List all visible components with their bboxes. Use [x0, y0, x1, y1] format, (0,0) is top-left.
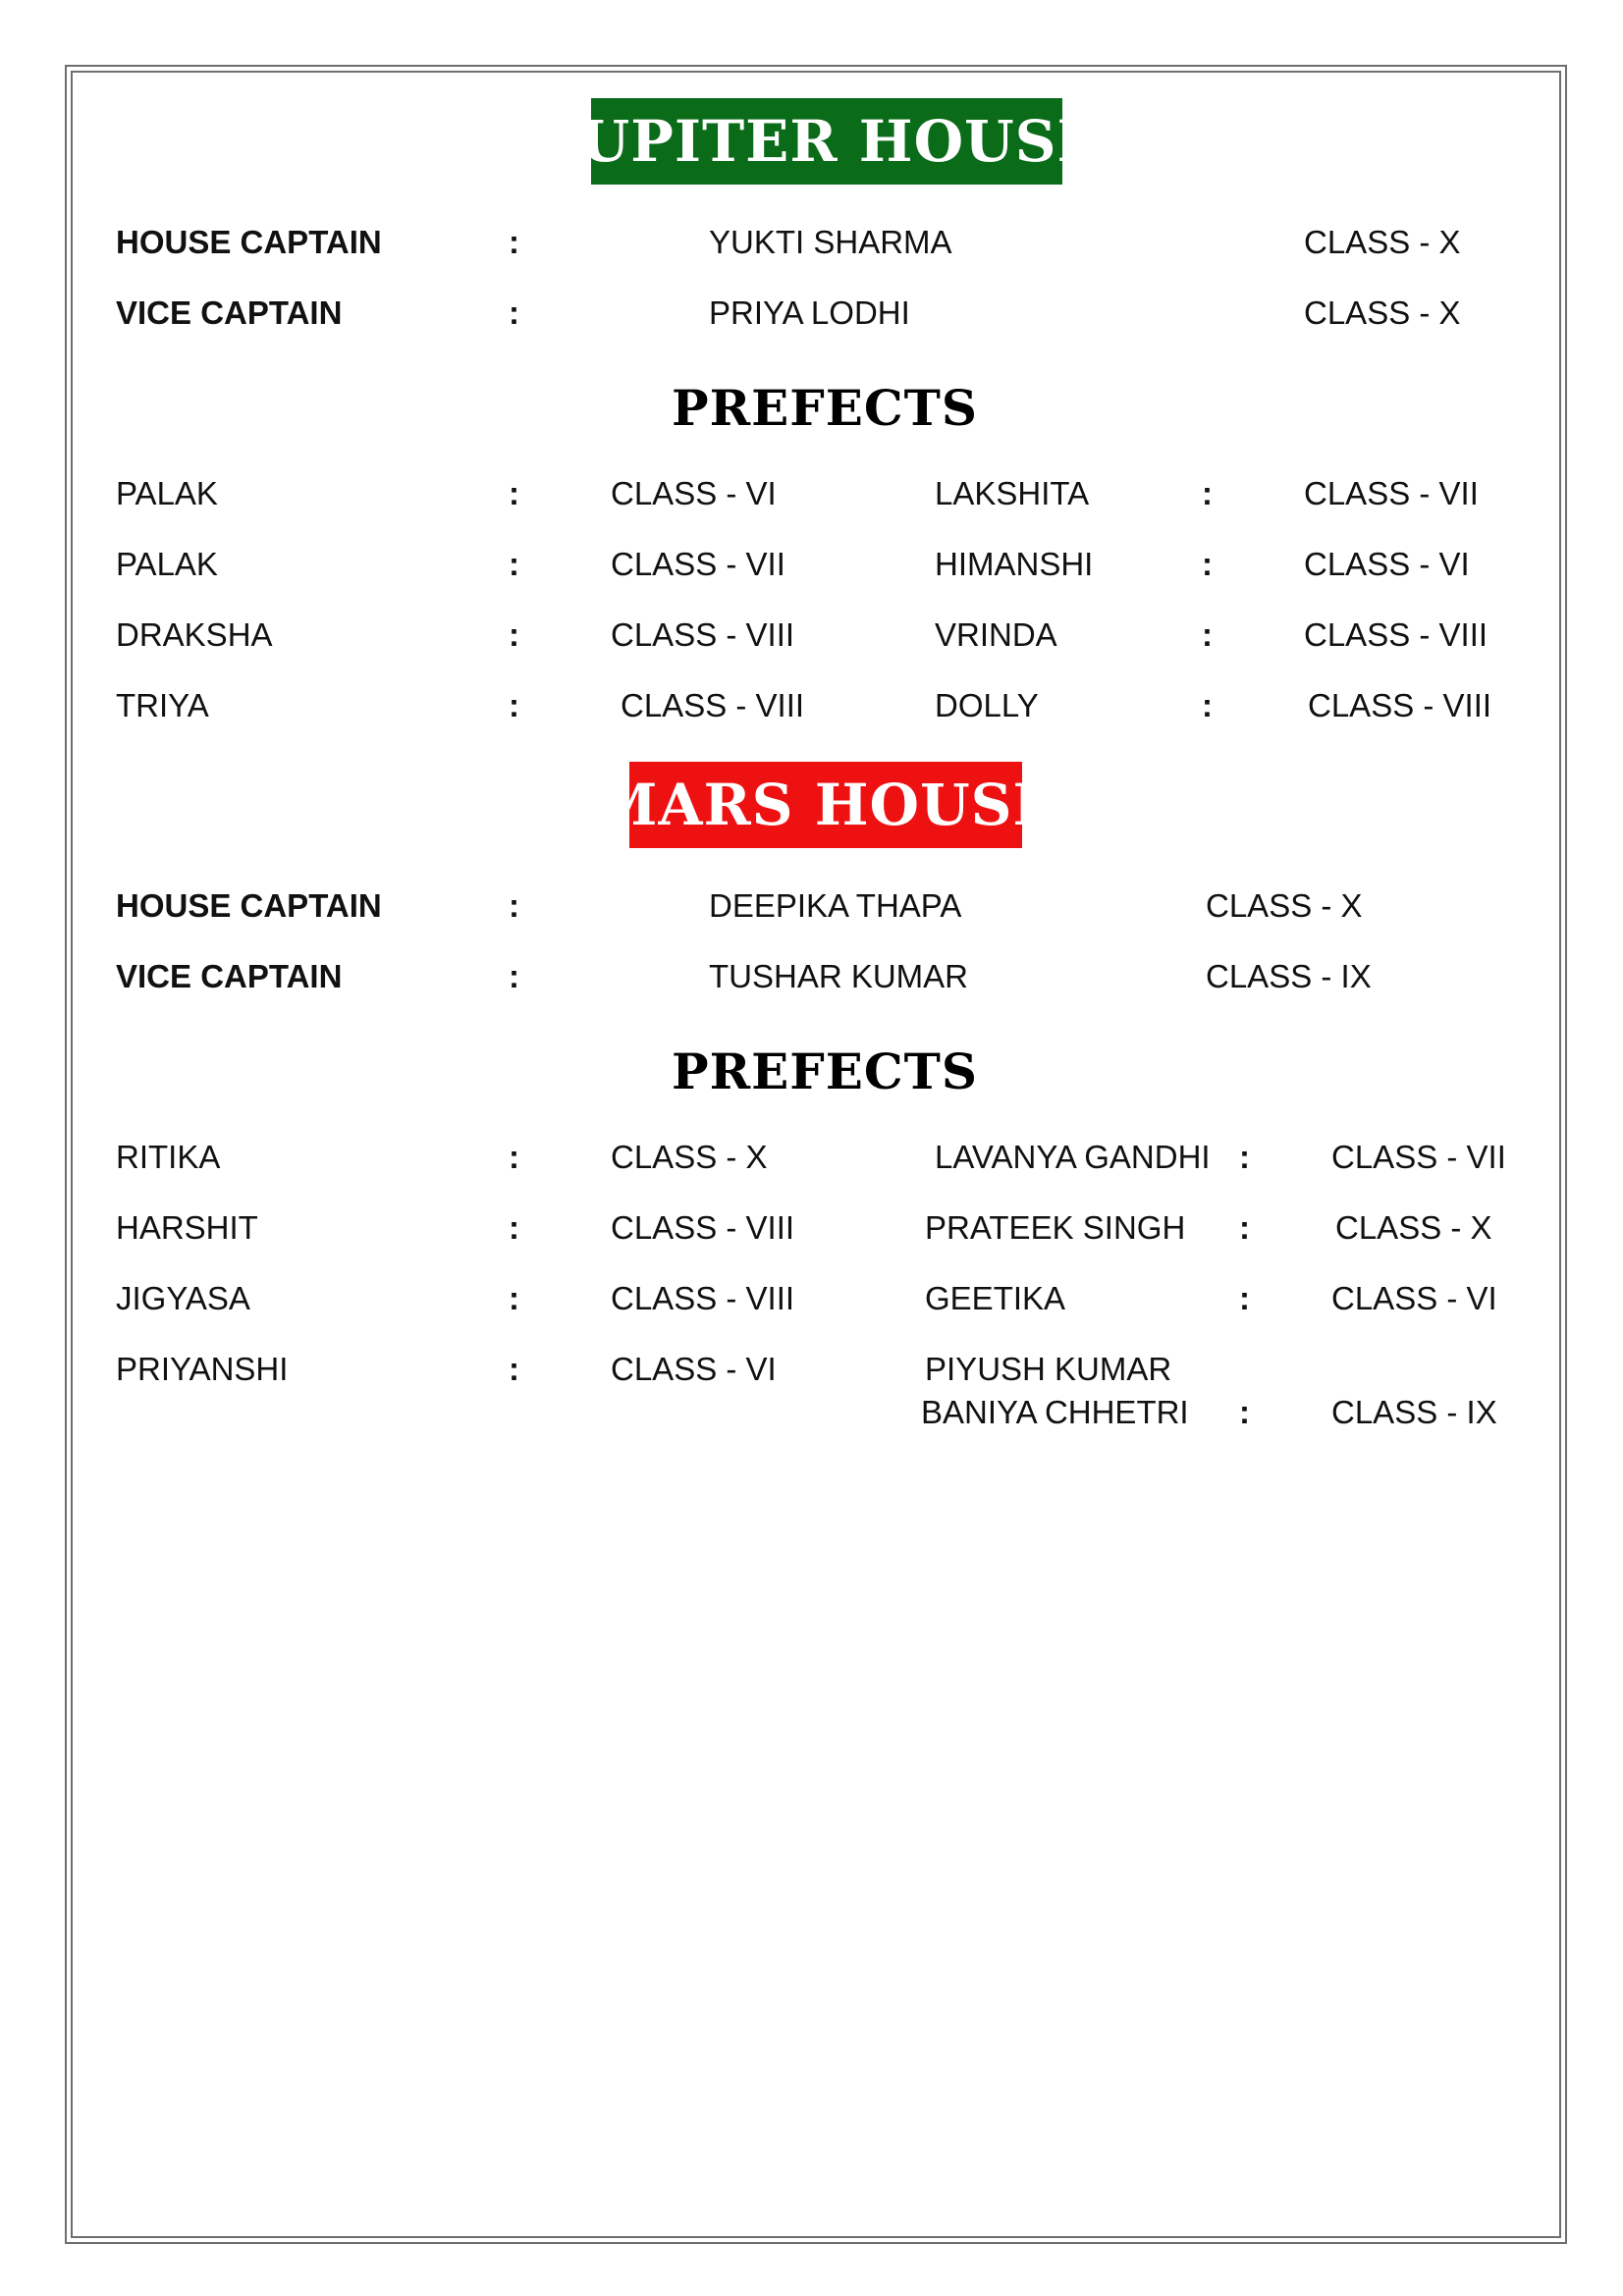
jupiter-prefect-name: PALAK — [116, 546, 218, 582]
mars-prefect-class: CLASS - VI — [1331, 1280, 1497, 1316]
mars-prefect-name: RITIKA — [116, 1139, 221, 1175]
mars-prefect-name: PRIYANSHI — [116, 1351, 289, 1387]
jupiter-prefect-class: CLASS - VI — [1304, 546, 1470, 582]
separator-colon: : — [509, 616, 519, 653]
mars-captain-role: HOUSE CAPTAIN — [116, 887, 382, 924]
mars-prefect-class: CLASS - VII — [1331, 1139, 1506, 1175]
separator-colon: : — [1202, 546, 1213, 582]
mars-vice-class: CLASS - IX — [1206, 958, 1372, 994]
jupiter-prefect-class: CLASS - VI — [611, 475, 777, 511]
jupiter-prefect-class: CLASS - VII — [611, 546, 785, 582]
jupiter-prefect-class: CLASS - VIII — [621, 687, 805, 723]
separator-colon: : — [509, 475, 519, 511]
jupiter-vice-name: PRIYA LODHI — [709, 294, 910, 331]
jupiter-prefect-class: CLASS - VIII — [1308, 687, 1492, 723]
separator-colon: : — [1239, 1394, 1250, 1430]
mars-captain-name: DEEPIKA THAPA — [709, 887, 962, 924]
separator-colon: : — [509, 1139, 519, 1175]
separator-colon: : — [1202, 687, 1213, 723]
separator-colon: : — [1239, 1280, 1250, 1316]
jupiter-prefect-name: VRINDA — [935, 616, 1057, 653]
mars-captain-class: CLASS - X — [1206, 887, 1363, 924]
jupiter-prefect-name: TRIYA — [116, 687, 209, 723]
separator-colon: : — [509, 546, 519, 582]
mars-prefect-class: CLASS - X — [611, 1139, 768, 1175]
jupiter-vice-class: CLASS - X — [1304, 294, 1461, 331]
jupiter-prefect-name: HIMANSHI — [935, 546, 1094, 582]
separator-colon: : — [509, 1209, 519, 1246]
mars-captain-colon: : — [509, 887, 519, 924]
mars-vice-role: VICE CAPTAIN — [116, 958, 343, 994]
jupiter-captain-role: HOUSE CAPTAIN — [116, 224, 382, 260]
jupiter-prefect-class: CLASS - VIII — [1304, 616, 1488, 653]
mars-prefect-name: PRATEEK SINGH — [925, 1209, 1186, 1246]
mars-prefect-name: PIYUSH KUMAR — [925, 1351, 1172, 1387]
mars-vice-colon: : — [509, 958, 519, 994]
mars-prefect-name: LAVANYA GANDHI — [935, 1139, 1211, 1175]
separator-colon: : — [509, 687, 519, 723]
jupiter-house-banner: JUPITER HOUSE — [591, 98, 1062, 185]
jupiter-vice-colon: : — [509, 294, 519, 331]
separator-colon: : — [1239, 1209, 1250, 1246]
mars-prefect-class: CLASS - IX — [1331, 1394, 1497, 1430]
separator-colon: : — [509, 1351, 519, 1387]
jupiter-prefect-class: CLASS - VIII — [611, 616, 795, 653]
jupiter-prefects-title: PREFECTS — [672, 379, 978, 437]
mars-house-banner: MARS HOUSE — [629, 762, 1022, 848]
mars-vice-name: TUSHAR KUMAR — [709, 958, 969, 994]
mars-prefect-class: CLASS - VIII — [611, 1280, 795, 1316]
jupiter-prefect-name: PALAK — [116, 475, 218, 511]
mars-prefect-name-line2: BANIYA CHHETRI — [921, 1394, 1189, 1430]
separator-colon: : — [509, 1280, 519, 1316]
mars-prefect-name: HARSHIT — [116, 1209, 258, 1246]
jupiter-prefect-name: DOLLY — [935, 687, 1039, 723]
mars-prefect-class: CLASS - VIII — [611, 1209, 795, 1246]
mars-prefects-title: PREFECTS — [672, 1042, 978, 1100]
mars-prefect-class: CLASS - X — [1335, 1209, 1492, 1246]
jupiter-captain-colon: : — [509, 224, 519, 260]
jupiter-prefect-name: LAKSHITA — [935, 475, 1090, 511]
jupiter-prefect-name: DRAKSHA — [116, 616, 273, 653]
jupiter-captain-class: CLASS - X — [1304, 224, 1461, 260]
jupiter-vice-role: VICE CAPTAIN — [116, 294, 343, 331]
separator-colon: : — [1239, 1139, 1250, 1175]
jupiter-prefect-class: CLASS - VII — [1304, 475, 1479, 511]
jupiter-captain-name: YUKTI SHARMA — [709, 224, 952, 260]
separator-colon: : — [1202, 616, 1213, 653]
mars-prefect-class: CLASS - VI — [611, 1351, 777, 1387]
mars-prefect-name: GEETIKA — [925, 1280, 1066, 1316]
mars-prefect-name: JIGYASA — [116, 1280, 250, 1316]
separator-colon: : — [1202, 475, 1213, 511]
